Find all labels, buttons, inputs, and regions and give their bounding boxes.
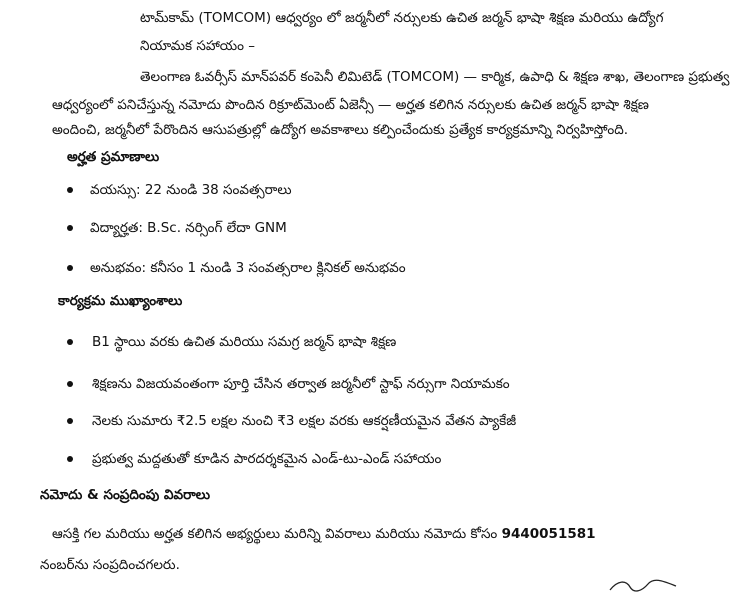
eligibility-heading: అర్హత ప్రమాణాలు [67,149,160,165]
intro-paragraph-line-1: తెలంగాణ ఓవర్సీస్ మాన్‌పవర్ కంపెనీ లిమిటెడ్ (TOMCOM) — కార్మిక, ఉపాధి & శిక్షణ శాఖ, తెలంగాణ ప్రభుత్వ [140,69,730,85]
eligibility-item-education: విద్యార్హత: B.Sc. నర్సింగ్ లేదా GNM [90,220,287,236]
highlight-item-salary: నెలకు సుమారు ₹2.5 లక్షల నుంచి ₹3 లక్షల వరకు ఆకర్షణీయమైన వేతన ప్యాకేజీ [92,413,517,429]
intro-paragraph-line-2: ఆధ్వర్యంలో పనిచేస్తున్న నమోదు పొందిన రిక్రూట్‌మెంట్ ఏజెన్సీ — అర్హత కలిగిన నర్సులకు ఉచిత జర్మన్ భాషా శిక్షణ [52,97,649,113]
contact-line-1 [52,525,596,543]
bullet-icon [67,381,73,387]
bullet-icon [67,418,73,424]
contact-phone-number: 9440051581 [501,526,596,542]
bullet-icon [67,187,73,193]
intro-title-line-2: నియామక సహాయం – [140,38,256,54]
contact-line-2: నంబర్‌ను సంప్రదించగలరు. [40,557,180,573]
eligibility-item-age: వయస్సు: 22 నుండి 38 సంవత్సరాలు [90,182,292,198]
highlights-heading: కార్యక్రమ ముఖ్యాంశాలు [58,293,183,309]
bullet-icon [67,225,73,231]
bullet-icon [67,339,73,345]
bullet-icon [67,265,73,271]
intro-paragraph-line-3: అందించి, జర్మనీలో పేరొందిన ఆసుపత్రుల్లో ఉద్యోగ అవకాశాలు కల్పించేందుకు ప్రత్యేక కార్యక్రమాన్ని నిర్వహిస్తోంది. [52,122,629,138]
signature-mark [608,578,678,592]
highlight-item-support: ప్రభుత్వ మద్దతుతో కూడిన పారదర్శకమైన ఎండ్-టు-ఎండ్ సహాయం [92,451,442,467]
contact-heading: నమోదు & సంప్రదింపు వివరాలు [40,487,211,503]
contact-text: ఆసక్తి గల మరియు అర్హత కలిగిన అభ్యర్థులు మరిన్ని వివరాలు మరియు నమోదు కోసం [52,526,498,542]
highlight-item-placement: శిక్షణను విజయవంతంగా పూర్తి చేసిన తర్వాత జర్మనీలో స్టాఫ్ నర్సుగా నియామకం [92,376,510,392]
highlight-item-training: B1 స్థాయి వరకు ఉచిత మరియు సమగ్ర జర్మన్ భాషా శిక్షణ [92,334,397,350]
intro-title-line-1: టామ్‌కామ్ (TOMCOM) ఆధ్వర్యం లో జర్మనీలో నర్సులకు ఉచిత జర్మన్ భాషా శిక్షణ మరియు ఉద్యోగ [140,10,664,26]
eligibility-item-experience: అనుభవం: కనీసం 1 నుండి 3 సంవత్సరాల క్లినికల్ అనుభవం [90,260,406,276]
bullet-icon [67,456,73,462]
